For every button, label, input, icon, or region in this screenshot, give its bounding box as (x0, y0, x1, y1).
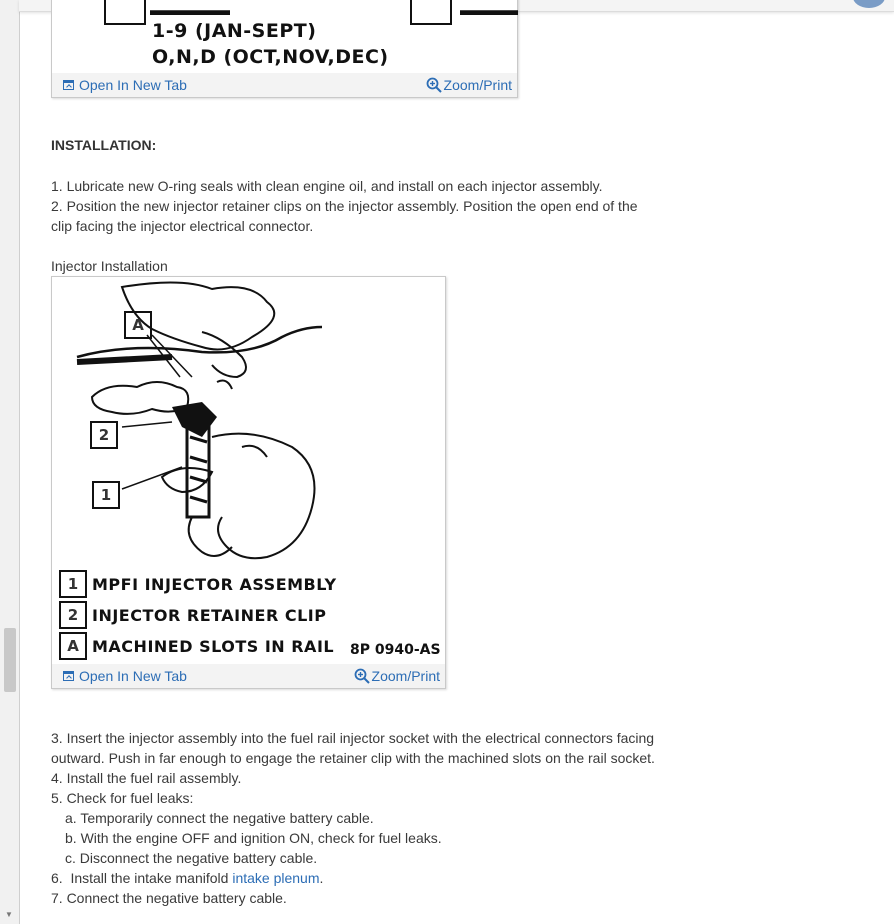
cropped-text-right (460, 7, 518, 15)
figure-injector-installation (51, 276, 446, 689)
legend-row-2 (59, 601, 326, 629)
figure-caption: Injector Installation (51, 258, 168, 274)
step-5b: b. With the engine OFF and ignition ON, check for fuel leaks. (65, 830, 442, 846)
legend-text-2: INJECTOR RETAINER CLIP (92, 605, 327, 625)
open-in-new-tab-icon (63, 80, 74, 90)
figure-date-code-image (52, 0, 517, 73)
step-4: 4. Install the fuel rail assembly. (51, 770, 242, 786)
zoom-print-link[interactable] (354, 668, 440, 684)
zoom-print-label: Zoom/Print (443, 77, 512, 93)
open-in-new-tab-label: Open In New Tab (79, 668, 187, 684)
installation-heading: INSTALLATION: (51, 137, 157, 153)
date-code-line-2: O,N,D (OCT,NOV,DEC) (152, 46, 389, 68)
step-5c: c. Disconnect the negative battery cable. (65, 850, 318, 866)
cropped-box-right (410, 0, 452, 25)
figure-code: 8P 0940-AS (350, 642, 441, 658)
avatar[interactable] (853, 0, 885, 8)
step-7: 7. Connect the negative battery cable. (51, 890, 287, 906)
injector-illustration (52, 277, 445, 664)
step-6-prefix: 6. Install the intake manifold (51, 870, 233, 886)
legend-key-1: 1 (59, 570, 87, 598)
open-in-new-tab-link[interactable] (63, 668, 187, 684)
intake-plenum-link[interactable]: intake plenum (232, 870, 320, 886)
callout-1: 1 (92, 481, 120, 509)
zoom-icon (354, 668, 370, 684)
figure-date-code (51, 0, 518, 98)
figure-toolbar (52, 664, 445, 688)
figure-toolbar (52, 73, 517, 97)
step-2: 2. Position the new injector retainer clips on the injector assembly. Position the open end of the (51, 198, 638, 214)
zoom-print-link[interactable] (426, 77, 512, 93)
cropped-box-left (104, 0, 146, 25)
callout-a: A (124, 311, 152, 339)
vertical-scrollbar[interactable] (0, 0, 20, 924)
step-5a: a. Temporarily connect the negative battery cable. (65, 810, 374, 826)
step-6 (51, 868, 323, 888)
step-1: 1. Lubricate new O-ring seals with clean engine oil, and install on each injector assembly. (51, 178, 603, 194)
legend-key-2: 2 (59, 601, 87, 629)
step-2-continued: clip facing the injector electrical connector. (51, 218, 314, 234)
step-6-suffix: . (319, 870, 324, 886)
open-in-new-tab-label: Open In New Tab (79, 77, 187, 93)
zoom-print-label: Zoom/Print (371, 668, 440, 684)
callout-2: 2 (90, 421, 118, 449)
open-in-new-tab-icon (63, 671, 74, 681)
step-5: 5. Check for fuel leaks: (51, 790, 194, 806)
scrollbar-thumb[interactable] (4, 628, 16, 692)
scroll-down-arrow-icon[interactable]: ▼ (5, 910, 13, 919)
step-3-continued: outward. Push in far enough to engage the retainer clip with the machined slots on the rail socket. (51, 750, 655, 766)
open-in-new-tab-link[interactable] (63, 77, 187, 93)
legend-text-a: MACHINED SLOTS IN RAIL (92, 636, 335, 656)
zoom-icon (426, 77, 442, 93)
legend-key-a: A (59, 632, 87, 660)
legend-row-3 (59, 632, 334, 660)
legend-text-1: MPFI INJECTOR ASSEMBLY (92, 574, 337, 594)
date-code-line-1: 1-9 (JAN-SEPT) (152, 20, 317, 42)
cropped-text-left (150, 7, 230, 15)
step-3: 3. Insert the injector assembly into the fuel rail injector socket with the electrical connectors facing (51, 730, 655, 746)
legend-row-1 (59, 570, 337, 598)
